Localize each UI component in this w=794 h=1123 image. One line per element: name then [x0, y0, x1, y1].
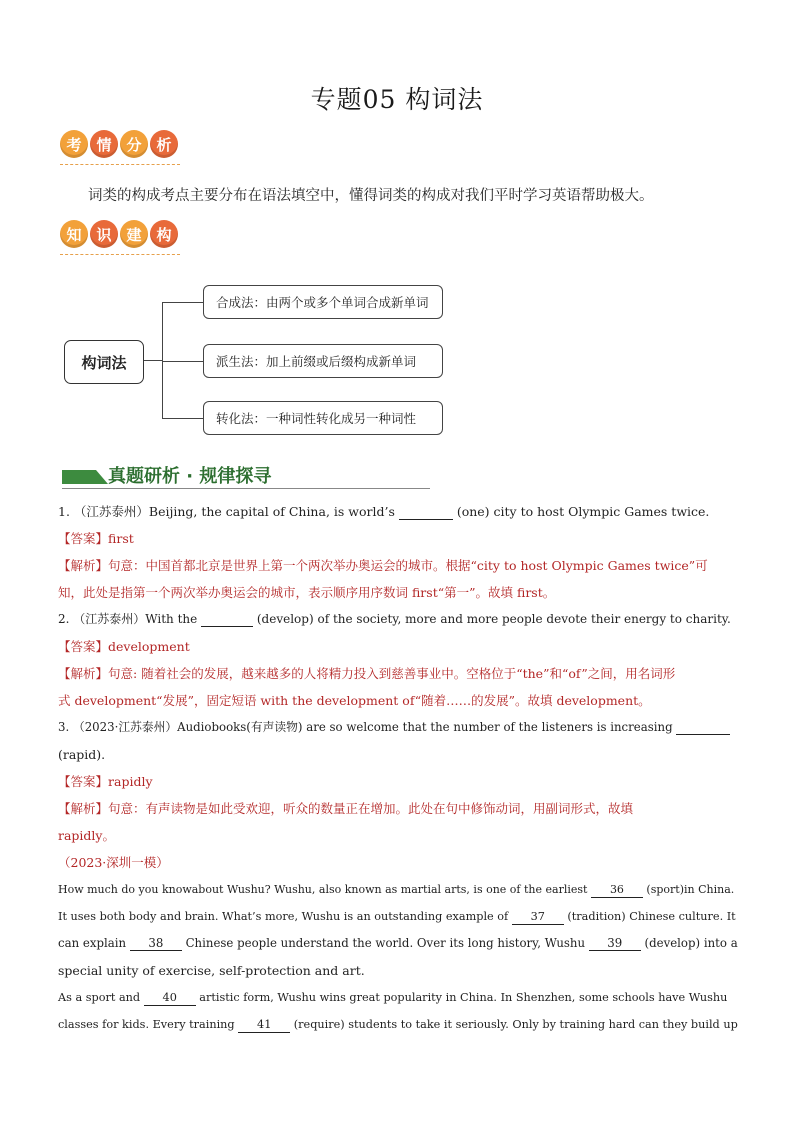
- badge-underline: [60, 164, 180, 166]
- badge-char: 考: [60, 130, 88, 158]
- badge-char: 建: [120, 220, 148, 248]
- badge-char: 情: [90, 130, 118, 158]
- passage-blank-40[interactable]: 40: [144, 991, 196, 1006]
- badge-char: 析: [150, 130, 178, 158]
- passage-blank-38[interactable]: 38: [130, 936, 182, 951]
- tree-connector: [162, 302, 163, 418]
- passage-blank-41[interactable]: 41: [238, 1018, 290, 1033]
- passage-source: （2023·深圳一模）: [58, 855, 169, 870]
- passage-blank-36[interactable]: 36: [591, 883, 643, 898]
- passage-blank-39[interactable]: 39: [589, 936, 641, 951]
- passage-line: It uses both body and brain. What’s more, Wushu is an outstanding example of 37 (tradition) Chinese culture. It: [58, 910, 736, 923]
- passage-blank-37[interactable]: 37: [512, 910, 564, 925]
- badge-underline: [60, 254, 180, 256]
- passage-line: classes for kids. Every training 41 (require) students to take it seriously. Only by training hard can they build up: [58, 1018, 738, 1031]
- question-1: 1. （江苏泰州）Beijing, the capital of China, is world’s (one) city to host Olympic Games twice.: [58, 504, 710, 519]
- passage-line: How much do you knowabout Wushu? Wushu, also known as martial arts, is one of the earliest 36 (sport)in China.: [58, 883, 735, 896]
- analysis-1: 【解析】句意：中国首都北京是世界上第一个两次举办奥运会的城市。根据“city to host Olympic Games twice”可: [58, 558, 708, 573]
- badge-char: 构: [150, 220, 178, 248]
- analysis-2-cont: 式 development“发展”，固定短语 with the development of“随着……的发展”。故填 development。: [58, 693, 651, 708]
- analysis-1-cont: 知，此处是指第一个两次举办奥运会的城市，表示顺序用序数词 first“第一”。故填 first。: [58, 585, 556, 600]
- tree-node-compound: 合成法：由两个或多个单词合成新单词: [203, 285, 443, 319]
- answer-1: 【答案】first: [58, 531, 134, 546]
- tree-node-conversion: 转化法：一种词性转化成另一种词性: [203, 401, 443, 435]
- answer-blank: [676, 720, 730, 735]
- analysis-3-cont: rapidly。: [58, 828, 115, 843]
- section-heading-block: [62, 470, 96, 484]
- answer-2: 【答案】development: [58, 639, 190, 654]
- tree-root: 构词法: [64, 340, 144, 384]
- page-title: 专题05 构词法: [310, 85, 484, 114]
- passage-line: special unity of exercise, self-protection and art.: [58, 963, 365, 978]
- badge-char: 分: [120, 130, 148, 158]
- analysis-3: 【解析】句意：有声读物是如此受欢迎，听众的数量正在增加。此处在句中修饰动词，用副词形式，故填: [58, 801, 634, 816]
- passage-line: As a sport and 40 artistic form, Wushu wins great popularity in China. In Shenzhen, some schools have Wushu: [58, 991, 728, 1004]
- question-3-cont: (rapid).: [58, 747, 106, 762]
- tree-connector: [162, 418, 203, 419]
- tree-connector: [142, 360, 163, 361]
- badge-analysis: [60, 130, 178, 158]
- answer-3: 【答案】rapidly: [58, 774, 153, 789]
- answer-blank: [399, 505, 453, 520]
- badge-char: 识: [90, 220, 118, 248]
- intro-paragraph: 词类的构成考点主要分布在语法填空中，懂得词类的构成对我们平时学习英语帮助极大。: [88, 188, 654, 204]
- question-3: 3. （2023·江苏泰州）Audiobooks(有声读物) are so welcome that the number of the listeners is increasing: [58, 714, 738, 741]
- analysis-2: 【解析】句意: 随着社会的发展，越来越多的人将精力投入到慈善事业中。空格位于“the”和“of”之间，用名词形: [58, 666, 676, 681]
- tree-connector: [162, 361, 203, 362]
- answer-blank: [201, 612, 253, 627]
- section-rule: [62, 488, 430, 489]
- question-2: 2. （江苏泰州）With the (develop) of the society, more and more people devote their energy to charity.: [58, 612, 731, 626]
- badge-char: 知: [60, 220, 88, 248]
- section-heading-text: 真题研析 · 规律探寻: [108, 466, 272, 487]
- section-heading-arrow: [96, 470, 108, 484]
- passage-line: can explain 38 Chinese people understand the world. Over its long history, Wushu 39 (develop) into a: [58, 936, 738, 950]
- tree-node-derivation: 派生法：加上前缀或后缀构成新单词: [203, 344, 443, 378]
- badge-knowledge: [60, 220, 178, 248]
- tree-connector: [162, 302, 203, 303]
